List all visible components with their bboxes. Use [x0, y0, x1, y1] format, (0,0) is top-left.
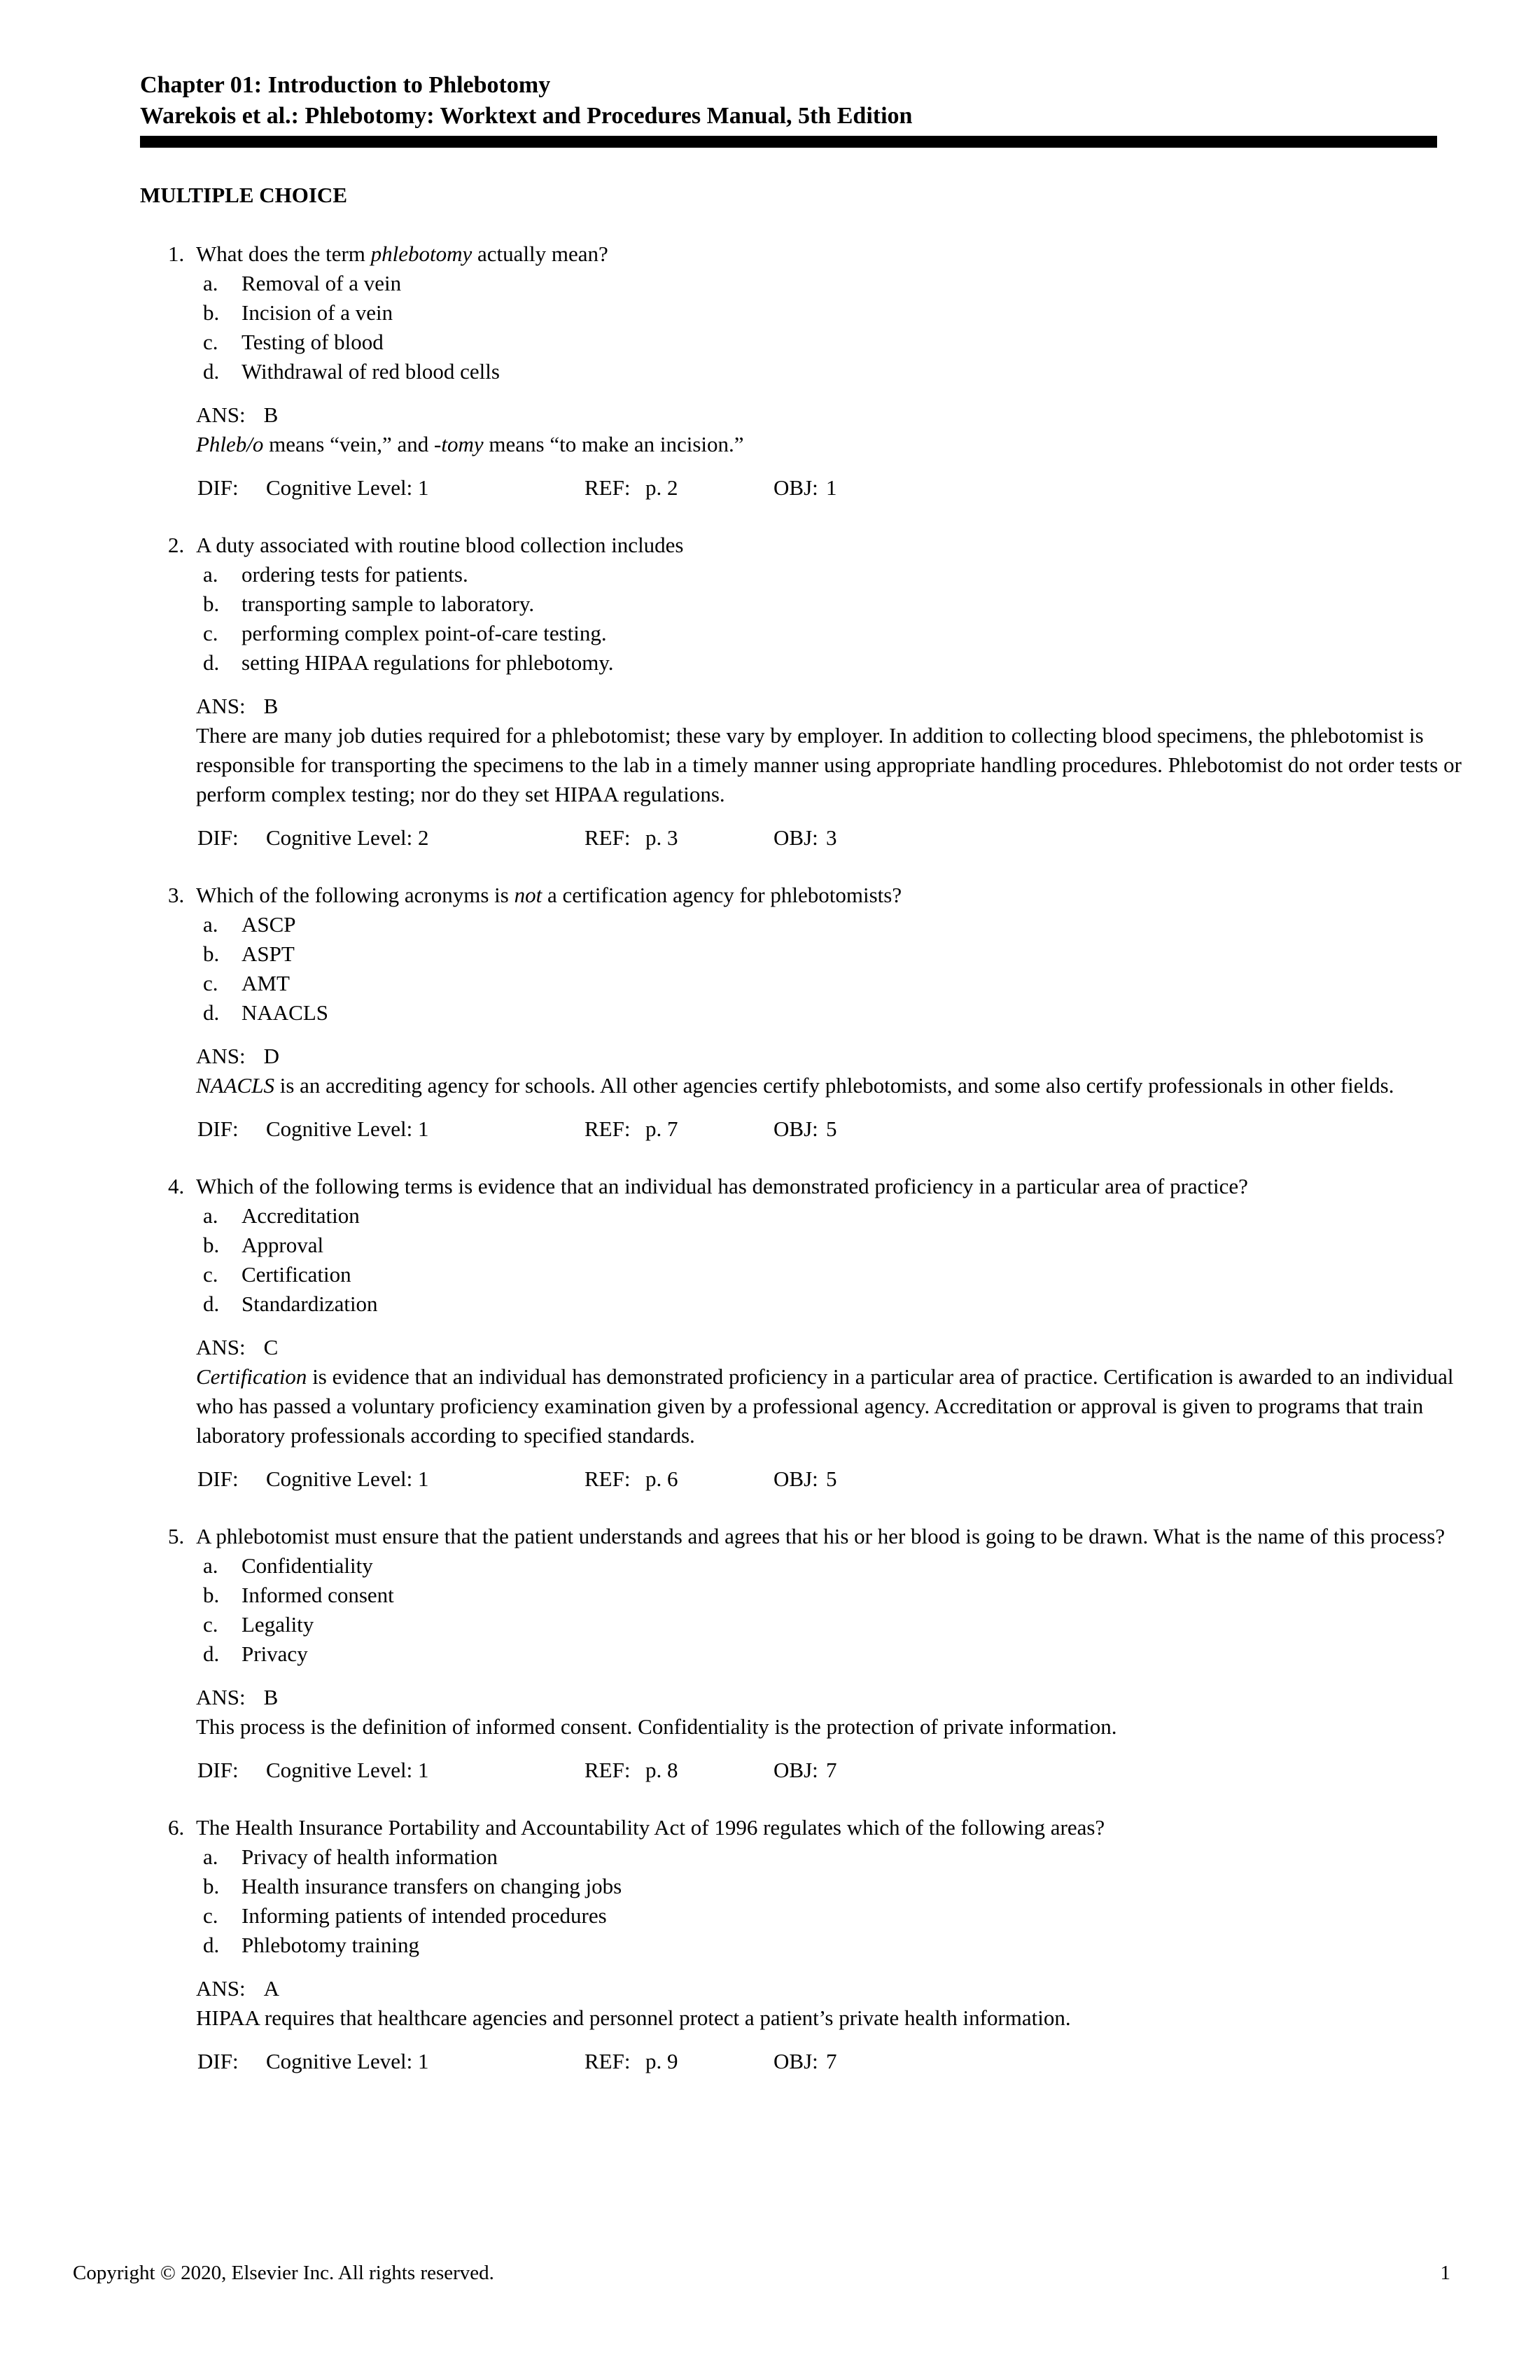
option-letter: c.: [203, 1262, 218, 1287]
dif-value: Cognitive Level: 1: [266, 475, 429, 500]
dif-value: Cognitive Level: 1: [266, 1466, 429, 1491]
option-text: Certification: [241, 1262, 351, 1287]
answer-line: [196, 692, 1484, 721]
dif-label: DIF:: [197, 825, 239, 850]
option-text: Accreditation: [241, 1203, 360, 1228]
text-segment: What does the term: [196, 241, 371, 266]
text-segment: is evidence that an individual has demonstrated proficiency in a particular area of practice. Certification is awarded to an individual who has passed a voluntary proficiency examination given by a professional agency. Accreditation or approval is given to programs that train laboratory professionals according to specified standards.: [196, 1364, 1454, 1448]
option-letter: c.: [203, 971, 218, 995]
option-letter: b.: [203, 1874, 220, 1898]
option-text: Removal of a vein: [241, 271, 402, 295]
option-row: [203, 328, 1484, 357]
text-segment: Phleb/o: [196, 432, 264, 456]
answer-line: [196, 400, 1484, 430]
option-row: [203, 910, 1484, 939]
text-segment: A duty associated with routine blood collection includes: [196, 533, 684, 557]
option-row: [203, 648, 1484, 678]
option-text: ASPT: [241, 941, 295, 966]
copyright-text: Copyright © 2020, Elsevier Inc. All rights reserved.: [73, 2262, 494, 2284]
option-text: performing complex point-of-care testing.: [241, 621, 607, 645]
text-segment: Certification: [196, 1364, 307, 1389]
options-list: [203, 560, 1484, 678]
option-text: Informing patients of intended procedures: [241, 1903, 607, 1928]
option-row: [203, 939, 1484, 969]
obj-value: 5: [826, 1466, 837, 1491]
book-title: Warekois et al.: Phlebotomy: Worktext and Procedures Manual, 5th Edition: [140, 103, 913, 129]
question-number: 3.: [168, 883, 185, 907]
question-item: [168, 239, 1484, 503]
option-text: NAACLS: [241, 1000, 329, 1025]
obj-label: OBJ:: [774, 1116, 818, 1141]
answer-line: [196, 1042, 1484, 1071]
question-stem-row: [168, 1522, 1484, 1551]
ref-value: p. 8: [645, 1758, 678, 1782]
question-item: [168, 1172, 1484, 1494]
option-text: Testing of blood: [241, 330, 384, 354]
answer-label: ANS:: [196, 402, 246, 427]
option-row: [203, 1639, 1484, 1669]
dif-value: Cognitive Level: 1: [266, 2049, 429, 2073]
question-number: 6.: [168, 1815, 185, 1840]
text-segment: -tomy: [434, 432, 484, 456]
question-stem-row: [168, 1172, 1484, 1201]
question-stem-row: [168, 531, 1484, 560]
option-letter: b.: [203, 941, 220, 966]
feedback-text: [196, 1362, 1477, 1450]
chapter-title: Chapter 01: Introduction to Phlebotomy: [140, 72, 551, 98]
text-segment: This process is the definition of informed consent. Confidentiality is the protection of private information.: [196, 1714, 1117, 1739]
option-letter: a.: [203, 271, 218, 295]
option-row: [203, 1551, 1484, 1581]
option-row: [203, 1231, 1484, 1260]
option-letter: a.: [203, 1844, 218, 1869]
text-segment: Which of the following acronyms is: [196, 883, 514, 907]
question-number: 1.: [168, 241, 185, 266]
option-letter: b.: [203, 592, 220, 616]
option-text: Legality: [241, 1612, 314, 1637]
option-row: [203, 1872, 1484, 1901]
option-row: [203, 619, 1484, 648]
option-letter: a.: [203, 912, 218, 937]
dif-line: [196, 823, 1484, 853]
option-row: [203, 1260, 1484, 1289]
text-segment: is an accrediting agency for schools. All other agencies certify phlebotomists, and some also certify professionals in other fields.: [274, 1073, 1394, 1098]
ref-label: REF:: [584, 1466, 631, 1491]
answer-label: ANS:: [196, 1044, 246, 1068]
ref-label: REF:: [584, 1758, 631, 1782]
text-segment: A phlebotomist must ensure that the patient understands and agrees that his or her blood is going to be drawn. What is the name of this process?: [196, 1524, 1446, 1548]
option-letter: a.: [203, 562, 218, 587]
option-letter: d.: [203, 1292, 220, 1316]
answer-label: ANS:: [196, 1335, 246, 1359]
option-letter: c.: [203, 330, 218, 354]
ref-value: p. 9: [645, 2049, 678, 2073]
section-title: MULTIPLE CHOICE: [140, 183, 347, 207]
dif-label: DIF:: [197, 1466, 239, 1491]
option-letter: d.: [203, 1000, 220, 1025]
text-segment: a certification agency for phlebotomists?: [542, 883, 902, 907]
option-text: ASCP: [241, 912, 296, 937]
dif-value: Cognitive Level: 1: [266, 1758, 429, 1782]
feedback-text: [196, 1071, 1477, 1100]
option-letter: b.: [203, 1583, 220, 1607]
question-stem-row: [168, 881, 1484, 910]
dif-label: DIF:: [197, 475, 239, 500]
text-segment: HIPAA requires that healthcare agencies and personnel protect a patient’s private health information.: [196, 2005, 1071, 2030]
options-list: [203, 269, 1484, 386]
option-row: [203, 1201, 1484, 1231]
answer-line: [196, 1333, 1484, 1362]
obj-value: 1: [826, 475, 837, 500]
obj-label: OBJ:: [774, 1758, 818, 1782]
ref-value: p. 7: [645, 1116, 678, 1141]
ref-label: REF:: [584, 475, 631, 500]
dif-label: DIF:: [197, 2049, 239, 2073]
option-row: [203, 357, 1484, 386]
option-letter: b.: [203, 300, 220, 325]
question-stem-row: [168, 1813, 1484, 1842]
option-text: setting HIPAA regulations for phlebotomy.: [241, 650, 614, 675]
option-letter: a.: [203, 1203, 218, 1228]
obj-label: OBJ:: [774, 825, 818, 850]
option-letter: d.: [203, 1642, 220, 1666]
option-letter: b.: [203, 1233, 220, 1257]
option-row: [203, 998, 1484, 1028]
answer-value: B: [263, 1685, 279, 1709]
dif-value: Cognitive Level: 1: [266, 1116, 429, 1141]
answer-value: A: [263, 1976, 280, 2001]
header-divider-bar: [140, 136, 1437, 148]
text-segment: NAACLS: [196, 1073, 274, 1098]
option-text: AMT: [241, 971, 290, 995]
question-number: 2.: [168, 533, 185, 557]
dif-line: [196, 1756, 1484, 1785]
answer-value: B: [263, 402, 279, 427]
dif-line: [196, 1464, 1484, 1494]
option-row: [203, 560, 1484, 589]
option-letter: c.: [203, 621, 218, 645]
text-segment: actually mean?: [472, 241, 608, 266]
answer-value: C: [263, 1335, 279, 1359]
question-item: [168, 1813, 1484, 2076]
question-stem: [196, 531, 1477, 560]
question-stem: [196, 881, 1477, 910]
option-letter: d.: [203, 359, 220, 384]
answer-line: [196, 1974, 1484, 2003]
dif-line: [196, 1114, 1484, 1144]
option-row: [203, 1901, 1484, 1931]
options-list: [203, 1842, 1484, 1960]
option-text: Approval: [241, 1233, 324, 1257]
option-letter: a.: [203, 1553, 218, 1578]
feedback-text: [196, 721, 1477, 809]
ref-label: REF:: [584, 825, 631, 850]
feedback-text: [196, 430, 1477, 459]
obj-label: OBJ:: [774, 475, 818, 500]
text-segment: means “to make an incision.”: [483, 432, 744, 456]
question-number: 5.: [168, 1524, 185, 1548]
obj-value: 7: [826, 2049, 837, 2073]
obj-label: OBJ:: [774, 2049, 818, 2073]
obj-value: 7: [826, 1758, 837, 1782]
ref-label: REF:: [584, 1116, 631, 1141]
option-text: Health insurance transfers on changing jobs: [241, 1874, 622, 1898]
ref-value: p. 2: [645, 475, 678, 500]
option-row: [203, 589, 1484, 619]
page-footer: [73, 2260, 1450, 2286]
text-segment: not: [514, 883, 542, 907]
ref-value: p. 3: [645, 825, 678, 850]
option-row: [203, 1931, 1484, 1960]
text-segment: means “vein,” and: [263, 432, 435, 456]
option-row: [203, 969, 1484, 998]
question-stem: [196, 1172, 1477, 1201]
obj-value: 3: [826, 825, 837, 850]
page-number: 1: [1440, 2262, 1450, 2284]
feedback-text: [196, 2003, 1477, 2033]
dif-line: [196, 473, 1484, 503]
option-text: Confidentiality: [241, 1553, 373, 1578]
option-row: [203, 1289, 1484, 1319]
text-segment: phlebotomy: [370, 241, 472, 266]
dif-label: DIF:: [197, 1116, 239, 1141]
option-row: [203, 1581, 1484, 1610]
option-row: [203, 269, 1484, 298]
option-text: Privacy: [241, 1642, 308, 1666]
options-list: [203, 910, 1484, 1028]
question-item: [168, 531, 1484, 853]
option-letter: c.: [203, 1903, 218, 1928]
options-list: [203, 1201, 1484, 1319]
dif-value: Cognitive Level: 2: [266, 825, 429, 850]
option-text: Withdrawal of red blood cells: [241, 359, 500, 384]
obj-value: 5: [826, 1116, 837, 1141]
question-number: 4.: [168, 1174, 185, 1198]
option-letter: d.: [203, 1933, 220, 1957]
option-text: Standardization: [241, 1292, 378, 1316]
answer-value: B: [263, 694, 279, 718]
option-text: Incision of a vein: [241, 300, 393, 325]
option-letter: d.: [203, 650, 220, 675]
question-stem: [196, 1522, 1477, 1551]
answer-label: ANS:: [196, 1976, 246, 2001]
dif-line: [196, 2047, 1484, 2076]
text-segment: The Health Insurance Portability and Accountability Act of 1996 regulates which of the following areas?: [196, 1815, 1105, 1840]
option-text: ordering tests for patients.: [241, 562, 468, 587]
options-list: [203, 1551, 1484, 1669]
option-row: [203, 298, 1484, 328]
question-stem-row: [168, 239, 1484, 269]
ref-label: REF:: [584, 2049, 631, 2073]
question-stem: [196, 239, 1477, 269]
question-stem: [196, 1813, 1477, 1842]
answer-value: D: [263, 1044, 280, 1068]
obj-label: OBJ:: [774, 1466, 818, 1491]
page-header: [140, 70, 1437, 148]
text-segment: Which of the following terms is evidence that an individual has demonstrated proficiency in a particular area of practice?: [196, 1174, 1248, 1198]
option-text: Informed consent: [241, 1583, 394, 1607]
question-item: [168, 881, 1484, 1144]
answer-label: ANS:: [196, 694, 246, 718]
answer-label: ANS:: [196, 1685, 246, 1709]
option-text: Phlebotomy training: [241, 1933, 420, 1957]
option-text: transporting sample to laboratory.: [241, 592, 535, 616]
option-letter: c.: [203, 1612, 218, 1637]
question-item: [168, 1522, 1484, 1785]
option-row: [203, 1610, 1484, 1639]
text-segment: There are many job duties required for a phlebotomist; these vary by employer. In addition to collecting blood specimens, the phlebotomist is responsible for transporting the specimens to the lab in a timely manner using appropriate handling procedures. Phlebotomist do not order tests or perform complex testing; nor do they set HIPAA regulations.: [196, 723, 1462, 806]
feedback-text: [196, 1712, 1477, 1742]
dif-label: DIF:: [197, 1758, 239, 1782]
answer-line: [196, 1683, 1484, 1712]
question-list: [168, 239, 1484, 2104]
option-text: Privacy of health information: [241, 1844, 498, 1869]
option-row: [203, 1842, 1484, 1872]
ref-value: p. 6: [645, 1466, 678, 1491]
